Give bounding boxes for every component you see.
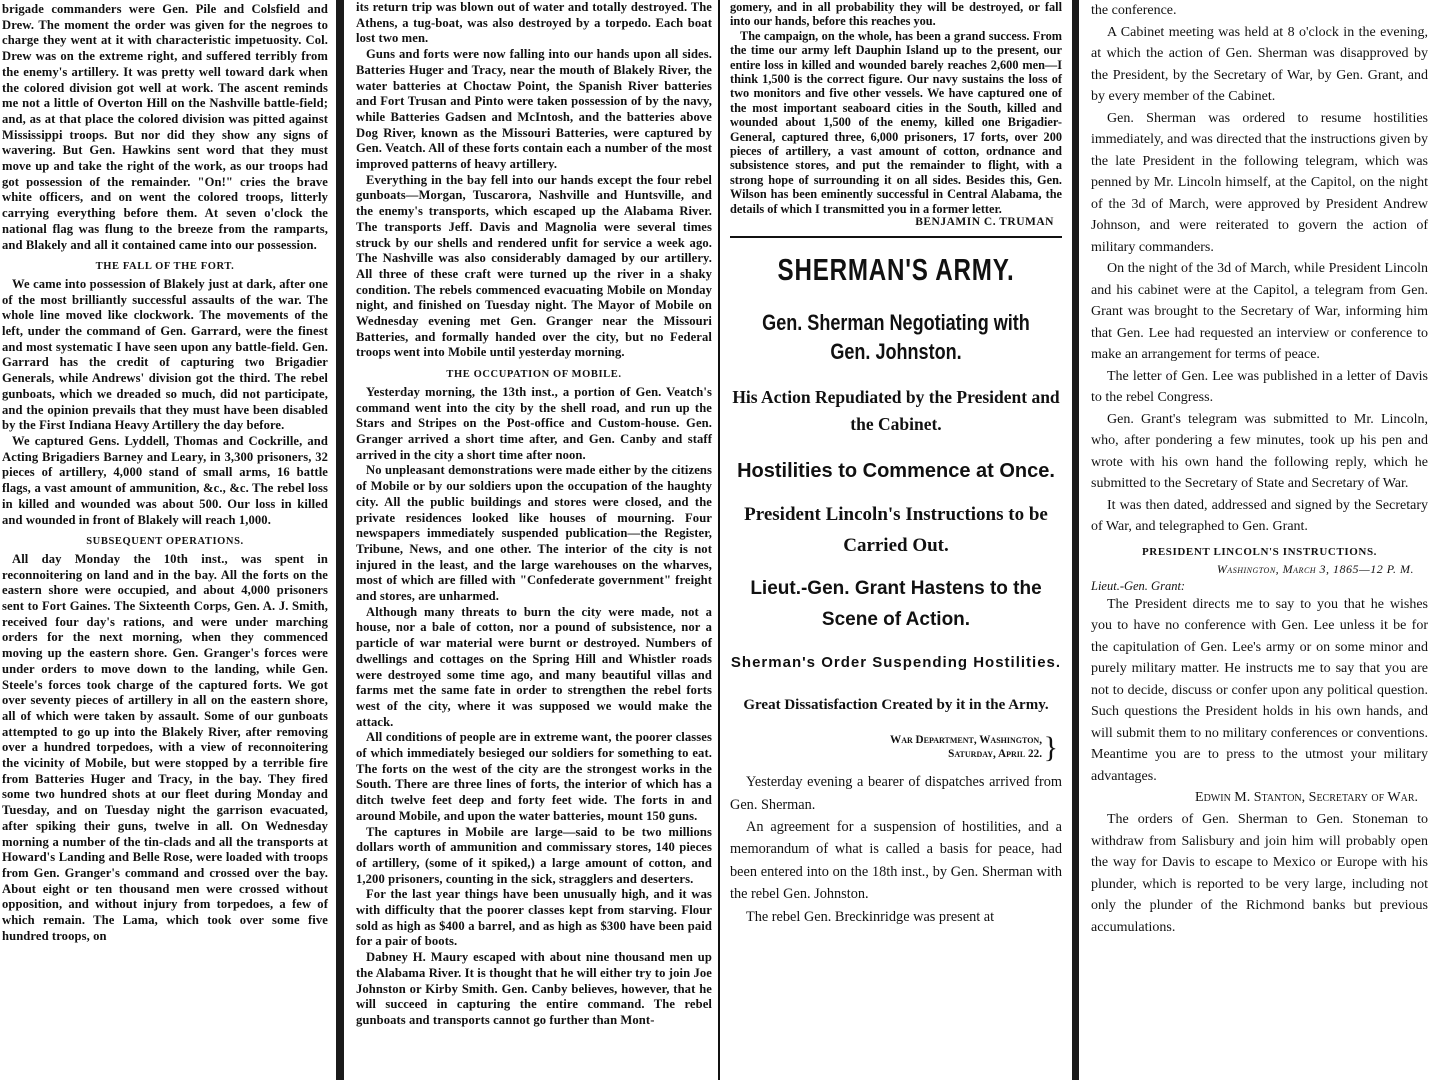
headline-deck: Sherman's Order Suspending Hostilities. — [730, 654, 1062, 672]
dateline-date: Saturday, April 22. — [948, 748, 1042, 761]
dateline-place: War Department, Washington, — [890, 734, 1042, 747]
paragraph: The letter of Gen. Lee was published in a letter of Davis to the rebel Congress. — [1091, 368, 1428, 405]
column-4 — [1083, 0, 1432, 1080]
paragraph: The captures in Mobile are large—said to be two millions dollars worth of ammunition and commissary stores, 140 pieces of artillery, (some of it spiked,) a large amount of cotton, and 1,200 prisoners, counting in the sick, stragglers and deserters. — [356, 824, 712, 886]
paragraph: Yesterday evening a bearer of dispatches arrived from Gen. Sherman. — [730, 774, 1062, 813]
paragraph: An agreement for a suspension of hostilities, and a memorandum of what is called a basis for peace, had been entered into on the 18th inst., by Gen. Sherman with the rebel Gen. Johnston. — [730, 818, 1062, 903]
brace-glyph: } — [1043, 731, 1058, 765]
telegram-signature: Edwin M. Stanton, Secretary of War. — [1195, 790, 1418, 805]
paragraph: The campaign, on the whole, has been a grand success. From the time our army left Dauphin Island up to the present, our entire loss in killed and wounded barely reaches 2,600 men—I think 1,500 is the correct figure. Our navy sustains the loss of two monitors and five other vessels. We have captured one of the most important seaboard cities in the South, killed and wounded about 1,500 of the enemy, killed one Brigadier-General, captured three, 6,000 prisoners, 17 forts, over 200 pieces of artillery, a vast amount of cotton, ordnance and subsistence stores, and put the remainder to flight, with a strong hope of surrounding it on all sides. Besides this, Gen. Wilson has been eminently successful in Central Alabama, the details of which I transmitted you in a former letter. — [730, 28, 1062, 216]
paragraph: the conference. — [1091, 3, 1177, 18]
column-rule — [1072, 0, 1079, 1080]
headline-main: SHERMAN'S ARMY. — [777, 252, 1015, 288]
paragraph: We captured Gens. Lyddell, Thomas and Cockrille, and Acting Brigadiers Barney and Leary, in 3,300 prisoners, 32 pieces of artillery, 4,000 stand of small arms, 16 battle flags, a vast amount of ammunition, &c., &c. The rebel loss in killed and wounded was about 500. Our loss in killed and wounded in front of Blakely will reach 1,000. — [2, 433, 328, 527]
paragraph: We came into possession of Blakely just at dark, after one of the most brilliantly successful assaults of the war. The whole line moved like clockwork. The movements of the left, under the command of Gen. Garrard, were the finest and most systematic I have seen upon any battle-field. Gen. Garrard has the credit of capturing two Brigadier Generals, while Andrews' division got the third. The rebel gunboats, which we dreaded so much, did not participate, and the opinion prevails that they must have been disabled by the First Indiana Heavy Artillery the day before. — [2, 276, 328, 433]
paragraph: Yesterday morning, the 13th inst., a portion of Gen. Veatch's command went into the city by the shell road, and run up the Stars and Stripes on the Post-office and Custom-house. Gen. Granger arrived a short time after, and Gen. Canby and staff arrived in the city a short time after noon. — [356, 384, 712, 462]
dispatch-continued — [1091, 0, 1428, 538]
paragraph: Gen. Sherman was ordered to resume hostilities immediately, and was directed that the instructions given by the late President in the following telegram, which was penned by Mr. Lincoln himself, at the Capitol, on the night of the 3d of March, were approved by President Andrew Johnson, and were reiterated to govern the action of military commanders. — [1091, 110, 1428, 255]
paragraph: Guns and forts were now falling into our hands upon all sides. Batteries Huger and Tracy, near the mouth of Blakely River, the water batteries at Choctaw Point, the Spanish River batteries and Fort Trusan and Pinto were taken possession of by the navy, while Batteries Gadsen and McIntosh, and the batteries above Dog River, known as the Missouri Batteries, were captured by Gen. Veatch. All of these forts contain each a number of the most improved patterns of heavy artillery. — [356, 47, 712, 172]
paragraph: Gen. Grant's telegram was submitted to Mr. Lincoln, who, after pondering a few minutes, took up his pen and wrote with his own hand the following reply, which he submitted to the Secretary of State and Secretary of War. — [1091, 411, 1428, 491]
headline-deck: Gen. Sherman Negotiating with Gen. Johnston. — [762, 310, 1030, 365]
section-heading: THE OCCUPATION OF MOBILE. — [446, 369, 622, 381]
headline-deck: His Action Repudiated by the President and the Cabinet. — [732, 387, 1060, 435]
paragraph: A Cabinet meeting was held at 8 o'clock in the evening, at which the action of Gen. Sherman was disapproved by the President, by the Secretary of War, by Gen. Grant, and by every member of the Cabinet. — [1091, 24, 1428, 104]
column-rule — [718, 0, 720, 1080]
paragraph: All conditions of people are in extreme want, the poorer classes of which immediately besieged our soldiers for something to eat. The forts on the west of the city are the strongest works in the South. There are three lines of forts, the interior of which has a ditch twelve feet deep and forty feet wide. The forts in and around Mobile, and upon the water batteries, mount 150 guns. — [356, 730, 712, 823]
paragraph: its return trip was blown out of water and totally destroyed. The Athens, a tug-boat, was also destroyed by a torpedo. Each boat lost two men. — [356, 0, 712, 46]
paragraph: The rebel Gen. Breckinridge was present at — [746, 908, 995, 925]
telegram-salutation: Lieut.-Gen. Grant: — [1091, 578, 1186, 593]
headline-deck: President Lincoln's Instructions to be Carried Out. — [744, 504, 1048, 557]
letter-ending — [730, 0, 1062, 216]
paragraph: For the last year things have been unusually high, and it was with difficulty that the poorer classes kept from starving. Flour sold as high as $400 a barrel, and as high as $300 have been paid for a pair of boots. — [356, 887, 712, 949]
paragraph: On the night of the 3d of March, while President Lincoln and his cabinet were at the Capitol, a telegram from Gen. Grant was brought to the Secretary of War, informing him that Gen. Lee had requested an interview or conference to make an arrangement for terms of peace. — [1091, 261, 1428, 362]
column-rule — [336, 0, 344, 1080]
telegram-dateline: Washington, March 3, 1865—12 P. M. — [1216, 561, 1414, 576]
section-heading: PRESIDENT LINCOLN'S INSTRUCTIONS. — [1141, 545, 1378, 558]
headline-deck: Hostilities to Commence at Once. — [737, 460, 1055, 483]
paragraph: No unpleasant demonstrations were made either by the citizens of Mobile or by our soldiers upon the occupation of the haughty city. All the public buildings and stores were closed, and the private residences looked like houses of mourning. Four newspapers immediately suspended publication—the Register, Tribune, News, and one other. The interior of the city is not injured in the least, and the large warehouses on the wharves, most of which are filled with "Confederate government" freight and stores, are unharmed. — [356, 463, 712, 604]
telegram-body — [1091, 594, 1428, 788]
paragraph: Dabney H. Maury escaped with about nine thousand men up the Alabama River. It is thought that he will either try to join Joe Johnston or Kirby Smith. Gen. Canby believes, however, that he will succeed in capturing the entire command. The rebel gunboats and transports cannot go further than Mont- — [356, 950, 712, 1027]
paragraph: The President directs me to say to you that he wishes you to have no conference with Gen. Lee unless it be for the capitulation of Gen. Lee's army or on some minor and purely military matter. He instructs me to say that you are not to decide, discuss or confer upon any political question. Such questions the President holds in his own hands, and will submit them to no military conferences or conventions. Meantime you are to press to the utmost your military advantages. — [1091, 596, 1428, 784]
section-heading: SUBSEQUENT OPERATIONS. — [86, 536, 244, 548]
dateline — [820, 731, 1058, 765]
column-3 — [722, 0, 1070, 1080]
paragraph: brigade commanders were Gen. Pile and Colsfield and Drew. The moment the order was given for the negroes to charge they went at it with characteristic impetuosity. Col. Drew was on the extreme right, and suffered terribly from the enemy's artillery. It was pretty well toward dark when the colored division got well at work. The ascent reminds me not a little of Overton Hill on the Nashville battle-field; and, as at that place the colored division was pitted against Mississippi troops. But nor did they show any signs of wavering. But Gen. Hawkins sent word that they must move up and take the right of the work, as our troops had got possession of the remainder. "On!" cries the brave white officers, and on went the colored troops, litterly carrying everything before them. At seven o'clock the national flag was flung to the breeze from the ramparts, and Blakely and all it contained came into our possession. — [2, 2, 328, 252]
paragraph: Everything in the bay fell into our hands except the four rebel gunboats—Morgan, Tuscarora, Nashville and Huntsville, and the enemy's transports, which escaped up the Alabama River. The transports Jeff. Davis and Magnolia were several times struck by our shells and rendered unfit for service a week ago. The Nashville was also considerably damaged by our artillery. All three of these craft were turned up the river in a shaky condition. The rebels commenced evacuating Mobile on Monday night, and finished on Tuesday night. The Mayor of Mobile on Wednesday evening met Gen. Granger near the Missouri Batteries, and formally handed over the city, but no Federal troops went into Mobile until yesterday morning. — [356, 172, 712, 360]
column-1 — [0, 0, 334, 1080]
headline-deck: Lieut.-Gen. Grant Hastens to the Scene of Action. — [750, 578, 1042, 631]
headline-deck: Great Dissatisfaction Created by it in the Army. — [743, 697, 1049, 714]
paragraph: Although many threats to burn the city were made, not a house, nor a bale of cotton, nor a pound of subsistence, nor a particle of war material were burnt or destroyed. Numbers of dwellings and cottages on the Spring Hill and Whistler roads were destroyed some time ago, and many beautiful villas and farms met the same fate in order to strengthen the rebel forts west of the city, where it was supposed we would make the attack. — [356, 604, 712, 729]
column-2 — [348, 0, 716, 1080]
section-heading: THE FALL OF THE FORT. — [95, 261, 235, 273]
dispatch-closing — [1091, 809, 1428, 938]
paragraph: All day Monday the 10th inst., was spent in reconnoitering on land and in the bay. All the forts on the eastern shore were occupied, and about 4,000 prisoners sent to Fort Gaines. The Sixteenth Corps, Gen. A. J. Smith, received four day's rations, and were under marching orders for the next morning, when they commenced moving up the eastern shore. Gen. Granger's forces were under orders to move down to the landing, while Gen. Steele's forces took charge of the captured forts. We got over seventy pieces of artillery in all on the eastern shore, all of which were taken by assault. Some of our gunboats attempted to go up into the Blakely River, after removing over a hundred torpedoes, with a view of reconnoitering the vicinity of Mobile, but were stopped by a terrible fire from Batteries Huger and Tracy, in the bay. They fired some two hundred shots at our fleet during Monday and Tuesday, and on Tuesday night the garrison evacuated, after spiking their guns, twelve in all. On Wednesday morning a number of the tin-clads and all the transports at Howard's Landing and Belle Rose, were loaded with troops from Gen. Granger's command and crossed over the bay. About eight or ten thousand men were crossed without opposition, and without injury from torpedoes, a few of which remain. The Lama, which took over some five hundred troops, on — [2, 551, 328, 943]
horizontal-rule — [730, 236, 1062, 238]
dispatch-body — [730, 771, 1062, 928]
paragraph: The orders of Gen. Sherman to Gen. Stoneman to withdraw from Salisbury and join him will probably open the way for Davis to escape to Mexico or Europe with his plunder, which is reported to be very large, including not only the plunder of the Richmond banks but previous accumulations. — [1091, 812, 1428, 935]
paragraph: It was then dated, addressed and signed by the Secretary of War, and telegraphed to Gen. Grant. — [1091, 497, 1428, 534]
paragraph: gomery, and in all probability they will be destroyed, or fall into our hands, before this reaches you. — [730, 0, 1062, 29]
correspondent-signature: BENJAMIN C. TRUMAN — [915, 216, 1054, 229]
